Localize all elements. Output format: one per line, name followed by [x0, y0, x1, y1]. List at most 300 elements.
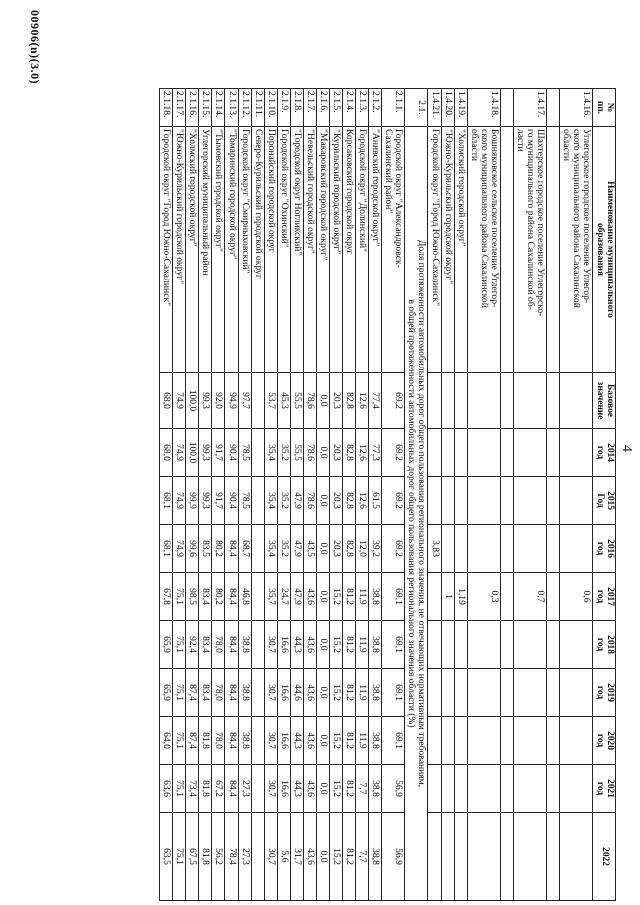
value-cell: 78,6 — [303, 429, 316, 477]
value-cell: 27,3 — [238, 813, 251, 901]
value-cell: 90,4 — [225, 429, 238, 477]
value-cell: 99,9 — [186, 477, 199, 525]
value-cell: 83,5 — [199, 525, 212, 573]
value-cell — [547, 525, 560, 573]
value-cell: 63,6 — [160, 765, 173, 813]
value-cell: 69,2 — [382, 429, 405, 477]
value-cell: 56,9 — [382, 765, 405, 813]
row-number — [500, 89, 513, 127]
table-row — [199, 89, 212, 901]
value-cell: 77,4 — [369, 373, 382, 429]
value-cell: 44,6 — [290, 669, 303, 717]
value-cell: 11,9 — [356, 717, 369, 765]
value-cell: 91,7 — [212, 477, 225, 525]
value-cell: 35,2 — [277, 525, 290, 573]
value-cell: 15,2 — [330, 573, 343, 621]
value-cell: 78,0 — [212, 669, 225, 717]
value-cell: 0,3 — [467, 573, 500, 621]
row-number: 2.1.16. — [186, 89, 199, 127]
value-cell: 75,1 — [173, 621, 186, 669]
value-cell: 38,8 — [369, 621, 382, 669]
municipality-name: Бошняковское сельское поселение Углегор- ского муниципального района Сахалинской области — [467, 127, 500, 373]
value-cell: 74,9 — [173, 525, 186, 573]
value-cell: 100,0 — [186, 429, 199, 477]
value-cell: 83,4 — [199, 573, 212, 621]
value-cell: 84,4 — [225, 717, 238, 765]
value-cell — [441, 373, 454, 429]
table-row — [173, 89, 186, 901]
value-cell: 80,2 — [212, 525, 225, 573]
value-cell: 56,2 — [212, 813, 225, 901]
value-cell — [251, 373, 264, 429]
municipality-name: "Холмский городской округ" — [186, 127, 199, 373]
value-cell — [467, 813, 500, 901]
row-number: 1.4.19. — [454, 89, 467, 127]
value-cell — [467, 669, 500, 717]
municipality-name — [500, 127, 513, 373]
value-cell: 5,6 — [277, 813, 290, 901]
value-cell: 78,0 — [212, 621, 225, 669]
value-cell: 27,3 — [238, 765, 251, 813]
row-number: 2.1.2. — [369, 89, 382, 127]
value-cell: 81,2 — [343, 717, 356, 765]
value-cell: 99,3 — [199, 373, 212, 429]
document-stamp: 00906(n)(3.0) — [28, 10, 42, 85]
row-number: 2.1.9. — [277, 89, 290, 127]
value-cell: 67,2 — [212, 765, 225, 813]
municipality-name: Корсаковский городской округ — [343, 127, 356, 373]
value-cell: 47,9 — [290, 525, 303, 573]
value-cell — [547, 813, 560, 901]
value-cell: 69,1 — [382, 717, 405, 765]
municipality-name: Городской округ "Александровск- Сахалинский район" — [382, 127, 405, 373]
table-row — [277, 89, 290, 901]
value-cell — [454, 717, 467, 765]
value-cell: 20,3 — [330, 429, 343, 477]
value-cell: 68,1 — [160, 477, 173, 525]
value-cell: 20,3 — [330, 525, 343, 573]
value-cell — [467, 525, 500, 573]
table-row — [369, 89, 382, 901]
table-row — [290, 89, 303, 901]
row-number: 1.4.18. — [467, 89, 500, 127]
value-cell: 75,1 — [173, 573, 186, 621]
value-cell — [560, 765, 593, 813]
row-number: 2.1.11. — [251, 89, 264, 127]
value-cell: 74,9 — [173, 477, 186, 525]
row-number: 2.1.4. — [343, 89, 356, 127]
value-cell — [500, 765, 513, 813]
value-cell — [428, 765, 441, 813]
value-cell — [500, 525, 513, 573]
value-cell: 30,7 — [264, 765, 277, 813]
table-row — [225, 89, 238, 901]
value-cell — [251, 573, 264, 621]
value-cell: 35,4 — [264, 477, 277, 525]
value-cell: 3,83 — [428, 525, 441, 573]
value-cell: 91,7 — [212, 429, 225, 477]
header-cell: 2016 год — [593, 525, 616, 573]
value-cell: 78,6 — [303, 373, 316, 429]
value-cell: 100,0 — [186, 373, 199, 429]
value-cell — [560, 717, 593, 765]
value-cell — [428, 669, 441, 717]
value-cell: 67,8 — [160, 573, 173, 621]
value-cell: 99,3 — [199, 477, 212, 525]
row-number: 2.1.6. — [316, 89, 329, 127]
table-row — [238, 89, 251, 901]
value-cell: 68,0 — [160, 373, 173, 429]
value-cell: 44,3 — [290, 717, 303, 765]
value-cell: 68,0 — [160, 429, 173, 477]
value-cell: 38,8 — [369, 813, 382, 901]
value-cell — [454, 477, 467, 525]
municipality-name: Поронайский городской округ — [264, 127, 277, 373]
municipality-name: Городской округ "Охинский" — [277, 127, 290, 373]
row-number: 2.1.8. — [290, 89, 303, 127]
header-cell: 2018 год — [593, 621, 616, 669]
value-cell: 30,7 — [264, 669, 277, 717]
value-cell: 78,0 — [212, 717, 225, 765]
value-cell: 87,4 — [186, 669, 199, 717]
value-cell — [251, 429, 264, 477]
value-cell: 20,3 — [330, 373, 343, 429]
value-cell: 35,4 — [264, 525, 277, 573]
value-cell — [547, 373, 560, 429]
value-cell: 16,6 — [277, 621, 290, 669]
value-cell — [513, 669, 546, 717]
table-row — [343, 89, 356, 901]
value-cell — [441, 525, 454, 573]
municipality-name: "Городской округ Ногликский" — [290, 127, 303, 373]
value-cell: 65,9 — [160, 621, 173, 669]
value-cell: 15,2 — [330, 669, 343, 717]
value-cell — [500, 573, 513, 621]
municipality-name: "Южно-Курильский городской округ" — [173, 127, 186, 373]
value-cell — [251, 813, 264, 901]
value-cell — [441, 765, 454, 813]
row-number: 2.1.15. — [199, 89, 212, 127]
municipality-name: Углегорское городское поселение Углегор- ского муниципального района Сахалинской области — [560, 127, 593, 373]
value-cell — [454, 373, 467, 429]
value-cell: 84,4 — [225, 573, 238, 621]
value-cell: 0,0 — [316, 429, 329, 477]
table-body-municipal-roads — [428, 89, 593, 901]
value-cell: 75,1 — [173, 669, 186, 717]
value-cell — [454, 813, 467, 901]
value-cell: 98,5 — [186, 573, 199, 621]
value-cell — [513, 621, 546, 669]
value-cell — [428, 573, 441, 621]
municipality-name: "Невельский городской округ" — [303, 127, 316, 373]
value-cell: 69,2 — [382, 525, 405, 573]
row-number: 2.1.12. — [238, 89, 251, 127]
table-row — [454, 89, 467, 901]
value-cell: 35,7 — [264, 573, 277, 621]
value-cell — [441, 813, 454, 901]
value-cell — [513, 373, 546, 429]
value-cell — [547, 477, 560, 525]
value-cell: 38,8 — [369, 573, 382, 621]
indicators-table — [159, 88, 616, 901]
value-cell: 78,6 — [303, 477, 316, 525]
value-cell — [251, 765, 264, 813]
value-cell — [560, 525, 593, 573]
table-body-regional-roads — [160, 89, 405, 901]
value-cell: 82,8 — [343, 477, 356, 525]
value-cell: 0,0 — [316, 573, 329, 621]
value-cell: 0,0 — [316, 717, 329, 765]
value-cell: 16,6 — [277, 717, 290, 765]
value-cell: 97,7 — [238, 373, 251, 429]
section-title: Доля протяженности автомобильных дорог общего пользования регионального значения, не отвечающих нормативным требованиям, в общей протяженности автомобильных дорог общего пользования регионального значения области (%) — [405, 127, 428, 901]
value-cell: 0,0 — [316, 813, 329, 901]
value-cell: 94,9 — [225, 373, 238, 429]
value-cell: 78,4 — [225, 813, 238, 901]
value-cell — [428, 429, 441, 477]
value-cell — [560, 813, 593, 901]
value-cell — [547, 717, 560, 765]
page-number: 4 — [619, 445, 634, 452]
value-cell: 69,2 — [382, 477, 405, 525]
value-cell: 43,6 — [303, 717, 316, 765]
value-cell: 83,4 — [199, 669, 212, 717]
value-cell: 63,5 — [160, 813, 173, 901]
value-cell — [547, 621, 560, 669]
value-cell: 81,2 — [343, 669, 356, 717]
value-cell — [251, 477, 264, 525]
value-cell: 69,1 — [382, 621, 405, 669]
value-cell: 15,2 — [330, 765, 343, 813]
table-row — [160, 89, 173, 901]
table-row — [186, 89, 199, 901]
value-cell: 0,0 — [316, 525, 329, 573]
value-cell — [454, 429, 467, 477]
row-number: 1.4.21. — [428, 89, 441, 127]
value-cell: 38,8 — [238, 717, 251, 765]
value-cell: 55,5 — [290, 373, 303, 429]
value-cell: 81,2 — [343, 573, 356, 621]
header-cell: Наименование муниципального образования — [593, 127, 616, 373]
table-row — [212, 89, 225, 901]
section-number: 2.1. — [405, 89, 428, 127]
value-cell — [547, 429, 560, 477]
header-cell: 2019 год — [593, 669, 616, 717]
row-number: 2.1.13. — [225, 89, 238, 127]
value-cell: 65,9 — [160, 669, 173, 717]
municipality-name: "Макаровский городской округ" — [316, 127, 329, 373]
value-cell — [560, 477, 593, 525]
row-number: 1.4.17. — [513, 89, 546, 127]
value-cell — [251, 525, 264, 573]
header-cell: 2021 год — [593, 765, 616, 813]
value-cell: 92,4 — [186, 621, 199, 669]
value-cell: 68,1 — [160, 525, 173, 573]
value-cell: 12,6 — [356, 477, 369, 525]
header-cell: 2014 год — [593, 429, 616, 477]
value-cell — [454, 765, 467, 813]
value-cell: 1,19 — [454, 573, 467, 621]
value-cell: 81,2 — [343, 813, 356, 901]
municipality-name: "Холмский городской округ" — [454, 127, 467, 373]
row-number: 2.1.18. — [160, 89, 173, 127]
value-cell — [467, 477, 500, 525]
value-cell: 38,8 — [238, 669, 251, 717]
value-cell: 38,8 — [369, 717, 382, 765]
value-cell: 43,6 — [303, 669, 316, 717]
municipality-name: "Курильский городской округ" — [330, 127, 343, 373]
value-cell: 47,9 — [290, 477, 303, 525]
value-cell: 15,2 — [330, 621, 343, 669]
value-cell: 0,6 — [560, 573, 593, 621]
table-row — [356, 89, 369, 901]
value-cell: 11,9 — [356, 573, 369, 621]
value-cell: 61,5 — [369, 477, 382, 525]
value-cell: 82,8 — [343, 429, 356, 477]
value-cell — [500, 429, 513, 477]
value-cell: 83,4 — [199, 621, 212, 669]
row-number: 2.1.7. — [303, 89, 316, 127]
municipality-name: Городской округ "Долинский" — [356, 127, 369, 373]
row-number: 1.4.16. — [560, 89, 593, 127]
value-cell — [560, 373, 593, 429]
value-cell — [428, 477, 441, 525]
value-cell — [500, 669, 513, 717]
value-cell: 0,0 — [316, 669, 329, 717]
value-cell: 43,6 — [303, 813, 316, 901]
value-cell: 38,8 — [369, 669, 382, 717]
value-cell: 12,0 — [356, 525, 369, 573]
value-cell: 56,9 — [382, 813, 405, 901]
value-cell — [428, 813, 441, 901]
value-cell — [513, 765, 546, 813]
table-row — [500, 89, 513, 901]
municipality-name: Углегорский муниципальный район — [199, 127, 212, 373]
value-cell — [441, 621, 454, 669]
value-cell: 16,6 — [277, 765, 290, 813]
value-cell: 69,1 — [382, 573, 405, 621]
header-cell: 2022 — [593, 813, 616, 901]
value-cell: 74,9 — [173, 429, 186, 477]
value-cell: 12,6 — [356, 429, 369, 477]
value-cell — [513, 477, 546, 525]
value-cell: 81,2 — [343, 765, 356, 813]
value-cell: 44,3 — [290, 765, 303, 813]
municipality-name: Городской округ "Город Южно-Сахалинск" — [160, 127, 173, 373]
municipality-name: Городской округ "Смирныховский" — [238, 127, 251, 373]
value-cell: 35,4 — [264, 429, 277, 477]
value-cell: 45,3 — [277, 373, 290, 429]
value-cell — [547, 573, 560, 621]
value-cell: 69,1 — [382, 669, 405, 717]
value-cell: 53,7 — [264, 373, 277, 429]
value-cell — [500, 813, 513, 901]
value-cell: 75,1 — [173, 813, 186, 901]
value-cell — [441, 429, 454, 477]
table-row — [547, 89, 560, 901]
value-cell — [441, 477, 454, 525]
value-cell: 84,4 — [225, 765, 238, 813]
value-cell: 81,8 — [199, 717, 212, 765]
table-row — [467, 89, 500, 901]
value-cell: 30,7 — [264, 717, 277, 765]
row-number: 2.1.10. — [264, 89, 277, 127]
value-cell: 80,2 — [212, 573, 225, 621]
value-cell: 43,6 — [303, 765, 316, 813]
value-cell — [428, 373, 441, 429]
value-cell — [467, 429, 500, 477]
value-cell: 68,7 — [238, 525, 251, 573]
value-cell: 69,2 — [382, 373, 405, 429]
table-row — [428, 89, 441, 901]
value-cell: 30,7 — [264, 621, 277, 669]
value-cell: 75,1 — [173, 717, 186, 765]
value-cell: 15,2 — [330, 813, 343, 901]
value-cell — [500, 477, 513, 525]
table-header-row — [593, 89, 616, 901]
value-cell: 11,9 — [356, 621, 369, 669]
value-cell: 82,8 — [343, 525, 356, 573]
value-cell: 47,9 — [290, 573, 303, 621]
value-cell — [500, 373, 513, 429]
municipality-name: Шахтерское городское поселение Углегорско- го муниципального района Сахалинской об- ласти — [513, 127, 546, 373]
value-cell — [441, 669, 454, 717]
value-cell: 87,4 — [186, 717, 199, 765]
value-cell: 43,6 — [303, 621, 316, 669]
value-cell: 39,2 — [369, 525, 382, 573]
value-cell: 0,0 — [316, 373, 329, 429]
value-cell: 92,0 — [212, 373, 225, 429]
municipality-name: Северо-Курильский городской округ — [251, 127, 264, 373]
section-row — [405, 89, 428, 901]
value-cell: 84,4 — [225, 669, 238, 717]
municipality-name: "Томаринский городской округ" — [225, 127, 238, 373]
row-number — [547, 89, 560, 127]
table-row — [303, 89, 316, 901]
table-section-header — [405, 89, 428, 901]
value-cell — [251, 621, 264, 669]
value-cell: 99,6 — [186, 525, 199, 573]
value-cell: 1 — [441, 573, 454, 621]
row-number: 2.1.14. — [212, 89, 225, 127]
table-row — [560, 89, 593, 901]
value-cell — [454, 525, 467, 573]
value-cell: 64,0 — [160, 717, 173, 765]
value-cell: 82,8 — [343, 373, 356, 429]
value-cell: 84,4 — [225, 621, 238, 669]
value-cell — [467, 373, 500, 429]
value-cell — [454, 621, 467, 669]
value-cell: 74,9 — [173, 373, 186, 429]
value-cell: 81,8 — [199, 765, 212, 813]
value-cell: 35,2 — [277, 477, 290, 525]
value-cell: 20,3 — [330, 477, 343, 525]
value-cell — [251, 717, 264, 765]
value-cell: 38,8 — [238, 621, 251, 669]
value-cell — [513, 813, 546, 901]
municipality-name: Городской округ "Город Южно-Сахалинск" — [428, 127, 441, 373]
header-cell: № пп. — [593, 89, 616, 127]
municipality-name: "Южно-Курильский городской округ" — [441, 127, 454, 373]
value-cell — [513, 525, 546, 573]
value-cell — [500, 717, 513, 765]
value-cell: 78,5 — [238, 477, 251, 525]
row-number: 1.4.20. — [441, 89, 454, 127]
table-row — [251, 89, 264, 901]
value-cell: 44,3 — [290, 621, 303, 669]
header-cell: 2020 год — [593, 717, 616, 765]
value-cell — [454, 669, 467, 717]
